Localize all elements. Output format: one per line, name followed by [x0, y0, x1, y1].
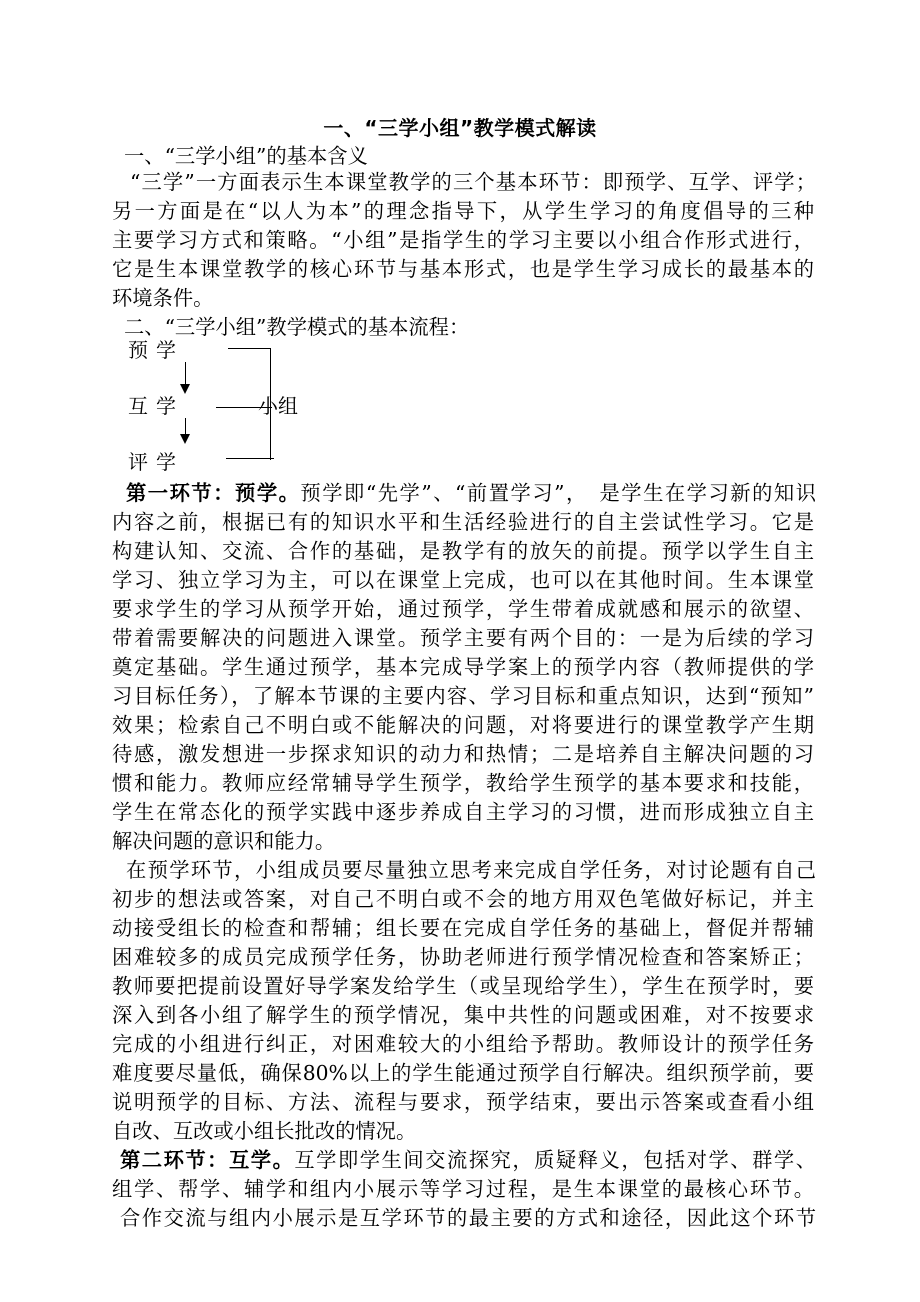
arrow-down-icon [185, 362, 186, 392]
part1b-line: 难度要尽量低，确保80%以上的学生能通过预学自行解决。组织预学前，要 [112, 1061, 814, 1085]
section1-line: 环境条件。 [112, 286, 214, 310]
part2-heading: 第二环节：互学。 [120, 1148, 295, 1172]
part1b-line: 初步的想法或答案，对自己不明白或不会的地方用双色笔做好标记，并主 [112, 887, 814, 911]
part1-line: 惯和能力。教师应经常辅导学生预学，教给学生预学的基本要求和技能， [112, 771, 814, 795]
part1-line: 奠定基础。学生通过预学，基本完成导学案上的预学内容（教师提供的学 [112, 655, 814, 679]
section1-line: 主要学习方式和策略。“小组”是指学生的学习主要以小组合作形式进行， [112, 228, 814, 252]
flow-step-prelearn: 预学 [128, 338, 184, 362]
flow-step-mutual-learn: 互学 [128, 394, 184, 418]
part1-line: 效果；检索自己不明白或不能解决的问题，对将要进行的课堂教学产生期 [112, 713, 814, 737]
part1b-line: 说明预学的目标、方法、流程与要求，预学结束，要出示答案或查看小组 [112, 1090, 814, 1114]
part2-line: 合作交流与组内小展示是互学环节的最主要的方式和途径，因此这个环节 [120, 1206, 816, 1230]
part1-heading: 第一环节：预学。 [126, 481, 301, 505]
part1b-line: 深入到各小组了解学生的预学情况，集中共性的问题或困难，对不按要求 [112, 1003, 814, 1027]
bracket-middle-line [216, 407, 272, 408]
part1-line: 带着需要解决的问题进入课堂。预学主要有两个目的：一是为后续的学习 [112, 626, 814, 650]
bracket-vertical-line [270, 348, 271, 460]
section1-line: 另一方面是在“以人为本”的理念指导下，从学生学习的角度倡导的三种 [112, 199, 814, 223]
part1b-line: 动接受组长的检查和帮辅；组长要在完成自学任务的基础上，督促并帮辅 [112, 916, 814, 940]
part1-first-line-text: 预学即“先学”、“前置学习”， 是学生在学习新的知识 [300, 481, 816, 505]
part1-line: 构建认知、交流、合作的基础，是教学有的放矢的前提。预学以学生自主 [112, 539, 814, 563]
flow-group-label: 小组 [258, 394, 298, 418]
part1-line: 学习、独立学习为主，可以在课堂上完成，也可以在其他时间。生本课堂 [112, 568, 814, 592]
part2-first-line-text: 互学即学生间交流探究，质疑释义，包括对学、群学、 [294, 1148, 816, 1172]
section2-heading: 二、“三学小组”教学模式的基本流程： [124, 315, 470, 339]
part1-first-line [126, 478, 816, 508]
part1b-line: 自改、互改或小组长批改的情况。 [112, 1119, 417, 1143]
part1-line: 要求学生的学习从预学开始，通过预学，学生带着成就感和展示的欲望、 [112, 597, 814, 621]
arrow-down-icon [185, 418, 186, 442]
section1-line: “三学”一方面表示生本课堂教学的三个基本环节：即预学、互学、评学； [130, 170, 816, 194]
section1-heading: 一、“三学小组”的基本含义 [124, 144, 368, 168]
part1b-line: 在预学环节，小组成员要尽量独立思考来完成自学任务，对讨论题有自己 [126, 858, 816, 882]
flow-step-evaluate-learn: 评学 [128, 450, 184, 474]
part1b-line: 困难较多的成员完成预学任务，协助老师进行预学情况检查和答案矫正； [112, 945, 814, 969]
part2-line: 组学、帮学、辅学和组内小展示等学习过程，是生本课堂的最核心环节。 [112, 1177, 814, 1201]
part1-line: 待感，激发想进一步探求知识的动力和热情；二是培养自主解决问题的习 [112, 742, 814, 766]
section1-line: 它是生本课堂教学的核心环节与基本形式，也是学生学习成长的最基本的 [112, 257, 814, 281]
part1-line: 内容之前，根据已有的知识水平和生活经验进行的自主尝试性学习。它是 [112, 510, 814, 534]
part2-first-line [120, 1145, 816, 1175]
document-title: 一、“三学小组”教学模式解读 [323, 116, 597, 140]
part1-line: 解决问题的意识和能力。 [112, 829, 336, 853]
bracket-top-line [228, 348, 270, 349]
bracket-bottom-line [226, 458, 274, 459]
part1-line: 习目标任务），了解本节课的主要内容、学习目标和重点知识，达到“预知” [112, 684, 814, 708]
part1b-line: 完成的小组进行纠正，对困难较大的小组给予帮助。教师设计的预学任务 [112, 1032, 814, 1056]
part1-line: 学生在常态化的预学实践中逐步养成自主学习的习惯，进而形成独立自主 [112, 800, 814, 824]
part1b-line: 教师要把提前设置好导学案发给学生（或呈现给学生），学生在预学时，要 [112, 974, 814, 998]
